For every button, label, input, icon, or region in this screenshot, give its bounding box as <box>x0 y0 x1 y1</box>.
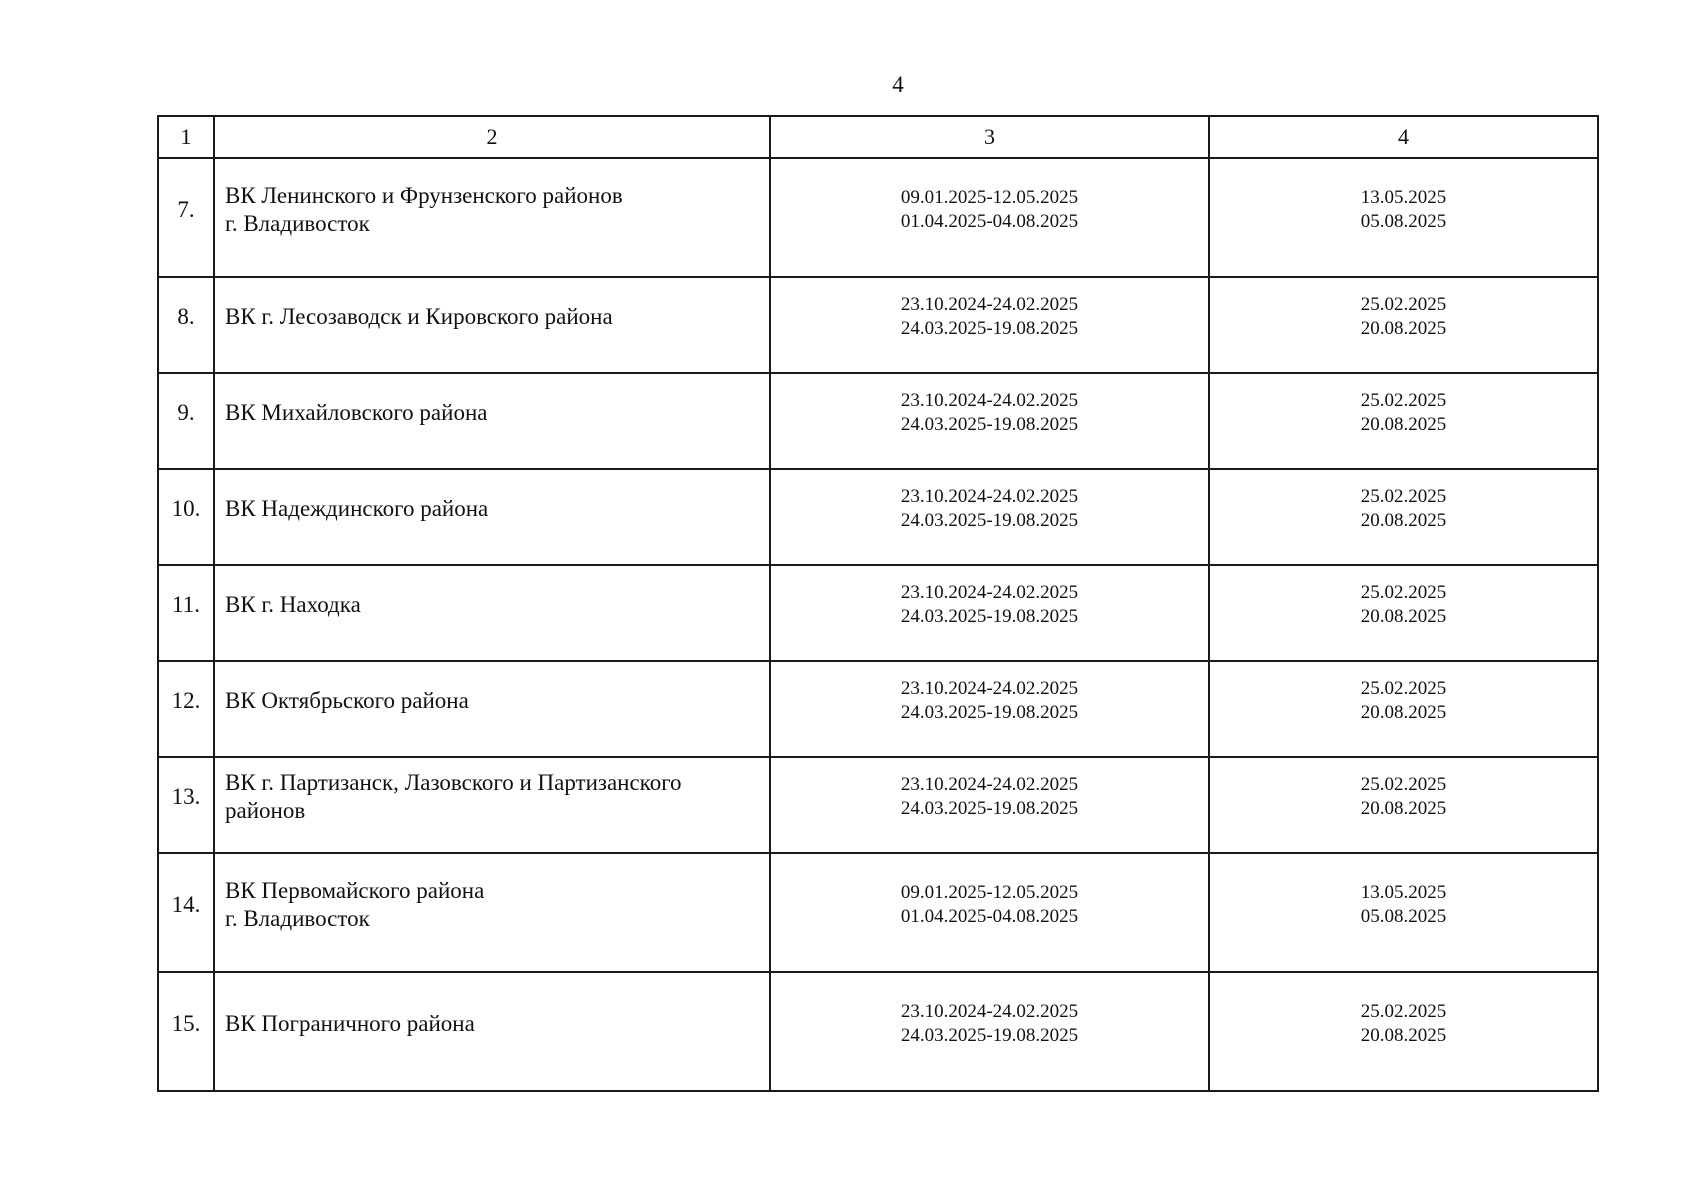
page-number: 4 <box>892 72 904 97</box>
period-range: 23.10.2024-24.02.2025 <box>900 678 1079 699</box>
row-number-cell <box>158 565 214 661</box>
commissariat-name-line: ВК Ленинского и Фрунзенского районов <box>225 182 623 208</box>
period-range: 24.03.2025-19.08.2025 <box>900 606 1079 627</box>
date-value: 13.05.2025 <box>1360 881 1447 903</box>
header-cell-1: 1 <box>158 116 214 158</box>
commissariat-name-cell <box>214 661 770 757</box>
table-row <box>158 277 1598 373</box>
row-number: 9. <box>177 400 195 425</box>
commissariat-name-line: ВК Первомайского района <box>225 877 485 903</box>
row-number: 10. <box>171 496 201 521</box>
period-range: 24.03.2025-19.08.2025 <box>900 702 1079 723</box>
commissariat-name-cell <box>214 972 770 1091</box>
table-row <box>158 661 1598 757</box>
date-value: 05.08.2025 <box>1360 210 1447 232</box>
row-number: 7. <box>177 196 195 222</box>
commissariat-name-cell <box>214 853 770 972</box>
date-value: 25.02.2025 <box>1360 1000 1447 1022</box>
period-cell <box>770 373 1209 469</box>
period-range: 23.10.2024-24.02.2025 <box>900 582 1079 603</box>
schedule-table <box>157 115 1599 1092</box>
row-number-cell <box>158 469 214 565</box>
date-cell <box>1209 853 1598 972</box>
date-value: 20.08.2025 <box>1360 702 1447 723</box>
commissariat-name-line: г. Владивосток <box>225 210 370 236</box>
date-value: 20.08.2025 <box>1360 510 1447 531</box>
commissariat-name-line: районов <box>225 798 306 823</box>
header-cell-2: 2 <box>214 116 770 158</box>
row-number-cell <box>158 853 214 972</box>
commissariat-name-line: г. Владивосток <box>225 905 370 931</box>
date-cell <box>1209 277 1598 373</box>
period-range: 01.04.2025-04.08.2025 <box>900 905 1079 927</box>
period-cell <box>770 757 1209 853</box>
table-row <box>158 469 1598 565</box>
commissariat-name-cell <box>214 158 770 277</box>
table-row <box>158 373 1598 469</box>
commissariat-name-cell <box>214 565 770 661</box>
date-value: 25.02.2025 <box>1360 486 1447 507</box>
row-number-cell <box>158 158 214 277</box>
date-value: 25.02.2025 <box>1360 774 1447 795</box>
commissariat-name-line: ВК Октябрьского района <box>225 688 469 713</box>
row-number: 13. <box>171 784 201 809</box>
period-range: 09.01.2025-12.05.2025 <box>900 881 1079 903</box>
date-cell <box>1209 661 1598 757</box>
date-value: 20.08.2025 <box>1360 1024 1447 1046</box>
commissariat-name-cell <box>214 373 770 469</box>
period-cell <box>770 661 1209 757</box>
period-cell <box>770 565 1209 661</box>
date-value: 20.08.2025 <box>1360 606 1447 627</box>
period-range: 23.10.2024-24.02.2025 <box>900 1000 1079 1022</box>
date-value: 20.08.2025 <box>1360 798 1447 819</box>
row-number-cell <box>158 373 214 469</box>
date-value: 20.08.2025 <box>1360 318 1447 339</box>
table-header-row <box>158 116 1598 158</box>
commissariat-name-line: ВК Пограничного района <box>225 1010 475 1036</box>
row-number: 15. <box>171 1010 201 1036</box>
period-cell <box>770 158 1209 277</box>
date-value: 25.02.2025 <box>1360 390 1447 411</box>
table-row <box>158 565 1598 661</box>
row-number-cell <box>158 277 214 373</box>
row-number: 14. <box>171 891 201 917</box>
commissariat-name-cell <box>214 277 770 373</box>
period-cell <box>770 277 1209 373</box>
row-number-cell <box>158 661 214 757</box>
date-value: 20.08.2025 <box>1360 414 1447 435</box>
period-range: 24.03.2025-19.08.2025 <box>900 318 1079 339</box>
date-cell <box>1209 757 1598 853</box>
commissariat-name-line: ВК Михайловского района <box>225 400 488 425</box>
period-range: 01.04.2025-04.08.2025 <box>900 210 1079 232</box>
period-range: 09.01.2025-12.05.2025 <box>900 186 1079 208</box>
period-cell <box>770 469 1209 565</box>
table-row <box>158 158 1598 277</box>
row-number-cell <box>158 972 214 1091</box>
table-row <box>158 853 1598 972</box>
date-cell <box>1209 565 1598 661</box>
period-range: 24.03.2025-19.08.2025 <box>900 1024 1079 1046</box>
period-range: 23.10.2024-24.02.2025 <box>900 294 1079 315</box>
commissariat-name-line: ВК г. Лесозаводск и Кировского района <box>225 304 613 329</box>
header-cell-4: 4 <box>1209 116 1598 158</box>
date-cell <box>1209 469 1598 565</box>
commissariat-name-cell <box>214 469 770 565</box>
date-value: 25.02.2025 <box>1360 678 1447 699</box>
commissariat-name-line: ВК г. Находка <box>225 592 361 617</box>
table-row <box>158 757 1598 853</box>
row-number: 12. <box>171 688 201 713</box>
commissariat-name-line: ВК Надеждинского района <box>225 496 489 521</box>
date-cell <box>1209 158 1598 277</box>
period-range: 24.03.2025-19.08.2025 <box>900 798 1079 819</box>
row-number-cell <box>158 757 214 853</box>
commissariat-name-cell <box>214 757 770 853</box>
period-range: 24.03.2025-19.08.2025 <box>900 510 1079 531</box>
date-value: 25.02.2025 <box>1360 294 1447 315</box>
period-range: 23.10.2024-24.02.2025 <box>900 774 1079 795</box>
date-value: 13.05.2025 <box>1360 186 1447 208</box>
commissariat-name-line: ВК г. Партизанск, Лазовского и Партизанского <box>225 770 682 795</box>
row-number: 8. <box>177 304 195 329</box>
period-range: 23.10.2024-24.02.2025 <box>900 390 1079 411</box>
row-number: 11. <box>172 592 200 617</box>
period-range: 23.10.2024-24.02.2025 <box>900 486 1079 507</box>
table-row <box>158 972 1598 1091</box>
date-cell <box>1209 972 1598 1091</box>
date-value: 25.02.2025 <box>1360 582 1447 603</box>
date-cell <box>1209 373 1598 469</box>
date-value: 05.08.2025 <box>1360 905 1447 927</box>
period-cell <box>770 972 1209 1091</box>
period-cell <box>770 853 1209 972</box>
header-cell-3: 3 <box>770 116 1209 158</box>
period-range: 24.03.2025-19.08.2025 <box>900 414 1079 435</box>
